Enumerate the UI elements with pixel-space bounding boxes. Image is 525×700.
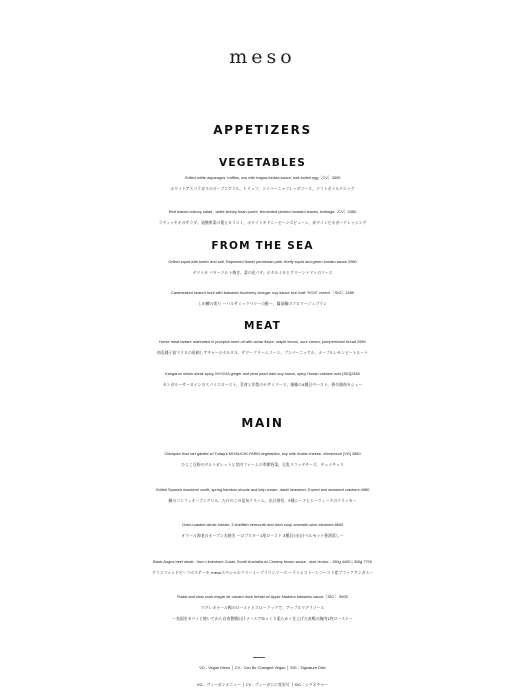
menu-item-english: Grilled Spanish mackerel confit, spring bamboo shoots and kelp cream, dashi seaweed, 5-seed and seaweed crackers 4980 xyxy=(155,487,370,492)
menu-item xyxy=(0,172,525,194)
menu-item-japanese: 鰆のコンフィオーブングリル、たけのこの昆布クリーム、出汁海苔、5種シードとシーウィードのクラッカー xyxy=(168,498,357,503)
menu-item-english: Red leaved chicory salad , white kidney bean puree, fermented pickled mustard leaves, bottarga［CV］2480 xyxy=(168,209,357,214)
subsection-title-vegetables: VEGETABLES xyxy=(219,157,306,169)
menu-item-japanese: ヤリイカ バターソルト焼き、菜の花パテ、ホタルイカとグリーントマトのソース xyxy=(192,270,333,275)
section-title-appetizers: APPETIZERS xyxy=(213,123,312,137)
menu-item-japanese: しめ鱒の炙り ーバルサミックベリーの酢ー、醤油麹のフロマージュブラン xyxy=(197,301,328,306)
legend-japanese: VG - ヴィーガンメニュー │ CV - ヴィーガンに変更可 │ SIG - シグネチャー xyxy=(196,682,329,687)
menu-item-english: Horse meat tartare marinated in pumpkin seed oil with achar flavor, maple lemon, sour cream, pumpernickel bread 2980 xyxy=(159,339,366,344)
menu-item xyxy=(0,206,525,228)
menu-item-japanese: 南瓜種子油マリネの馬刺しアチャールタルタル、サワークリームソース、プンパーニッケル、メープルレモンピートルート xyxy=(156,350,369,355)
menu-item-japanese: ホワイトアスパラガスのオーブングリル、トリュフ、ソイバーニャフレッダソース、ソフトボイルドエッグ xyxy=(170,186,355,191)
menu-item-english: Grilled white asparagus, truffles, soy milk bagna-fredda sauce, soft-boiled egg［CV］3300 xyxy=(184,175,341,180)
menu-item xyxy=(0,256,525,278)
menu-item xyxy=(0,368,525,390)
menu-item xyxy=(0,556,525,578)
menu-item-japanese: ひよこ豆粉のタルトガレットと宮内ファームの季節野菜、豆乳リコッタチーズ、チュミチュリ xyxy=(181,462,344,467)
menu-item xyxy=(0,484,525,506)
section-title-main: MAIN xyxy=(241,416,284,430)
menu-item-japanese: ラディッキオのサラダ、発酵搾菜の葉とカラスミ、ホワイトキドニービーンズピューレ、赤ワインビネガードレッシング xyxy=(158,220,367,225)
menu-item xyxy=(0,336,525,358)
menu-item xyxy=(0,448,525,470)
menu-item xyxy=(0,287,525,309)
menu-item-japanese: カンガルーサーロインのスパイスロースト、茗荷と洋梨のセサミソース、辣椒の4種豆ペースト、香辛湖南カシュー xyxy=(162,382,363,387)
menu-item xyxy=(0,519,525,541)
restaurant-logo: meso xyxy=(229,46,296,68)
legend-english: VG - Vegan Menu │ CV - Can Be Changed Vegan │ SIG - Signature Dish xyxy=(199,665,326,670)
subsection-title-from-the-sea: FROM THE SEA xyxy=(211,240,314,252)
menu-item-japanese: マグレカナール鴨のローストとスロークックで、アップルマデラソース xyxy=(200,605,325,610)
subsection-title-meat: MEAT xyxy=(244,320,281,332)
menu-item-english: Chickpea flour tart galette w/ Today's MIYAUCHI-FARM vegetables, soy milk ricotta cheese, chimichurri [VG] 3960 xyxy=(164,451,361,456)
menu-item-english: Roast and slow cook magre de canard duck breast w/ Apple Madeira balsamic sauce［SIG］ 5500 xyxy=(177,594,348,599)
menu-item-japanese-note: ー表面をカリッと焼いてから自家製鴨出汁ソースでゆっくり柔らかく仕上げた真鴨の胸肉1枚ローストー xyxy=(172,616,353,621)
menu-item-japanese: グラスフェッドビーフのステーキ mesoスペシャルクリーミーブラウンソース ーライムストーンコースト産ブラックアンガスー xyxy=(151,570,374,575)
menu-item-english: Black Angus beef steak : from Limestone Coast, South Australia w/ Creamy brown sauce - size choice - 150g 4400 | 300g 7700 xyxy=(152,559,372,564)
menu-item-english: Oven-roasted whole lobster, 3 shellfish vermouth and clam soup aromatic wine steamed 8800 xyxy=(181,522,344,527)
divider xyxy=(253,657,265,658)
menu-item xyxy=(0,591,525,624)
menu-item-japanese: オマール海老のオーブン丸焼き ーロブスター1尾ロースト 3種貝の出汁ベルモット香酒蒸しー xyxy=(181,533,344,538)
menu-item-english: Kangaroo sirloin steak spicy, MYOGA ginger and pear pearl dark soy sauce, spicy Hunan cashew nuts [SIG]2480 xyxy=(165,371,360,376)
menu-item-english: Caramelized seared trout with balsamic blueberry vinegar, soy sauce rice malt "KOJI" cream ［SIG］2480 xyxy=(170,290,355,295)
menu-item-english: Grilled squid with butter and salt, Rapeseed flower parmesan pate, firefly squid and green tomato sauce 2980 xyxy=(168,259,357,264)
